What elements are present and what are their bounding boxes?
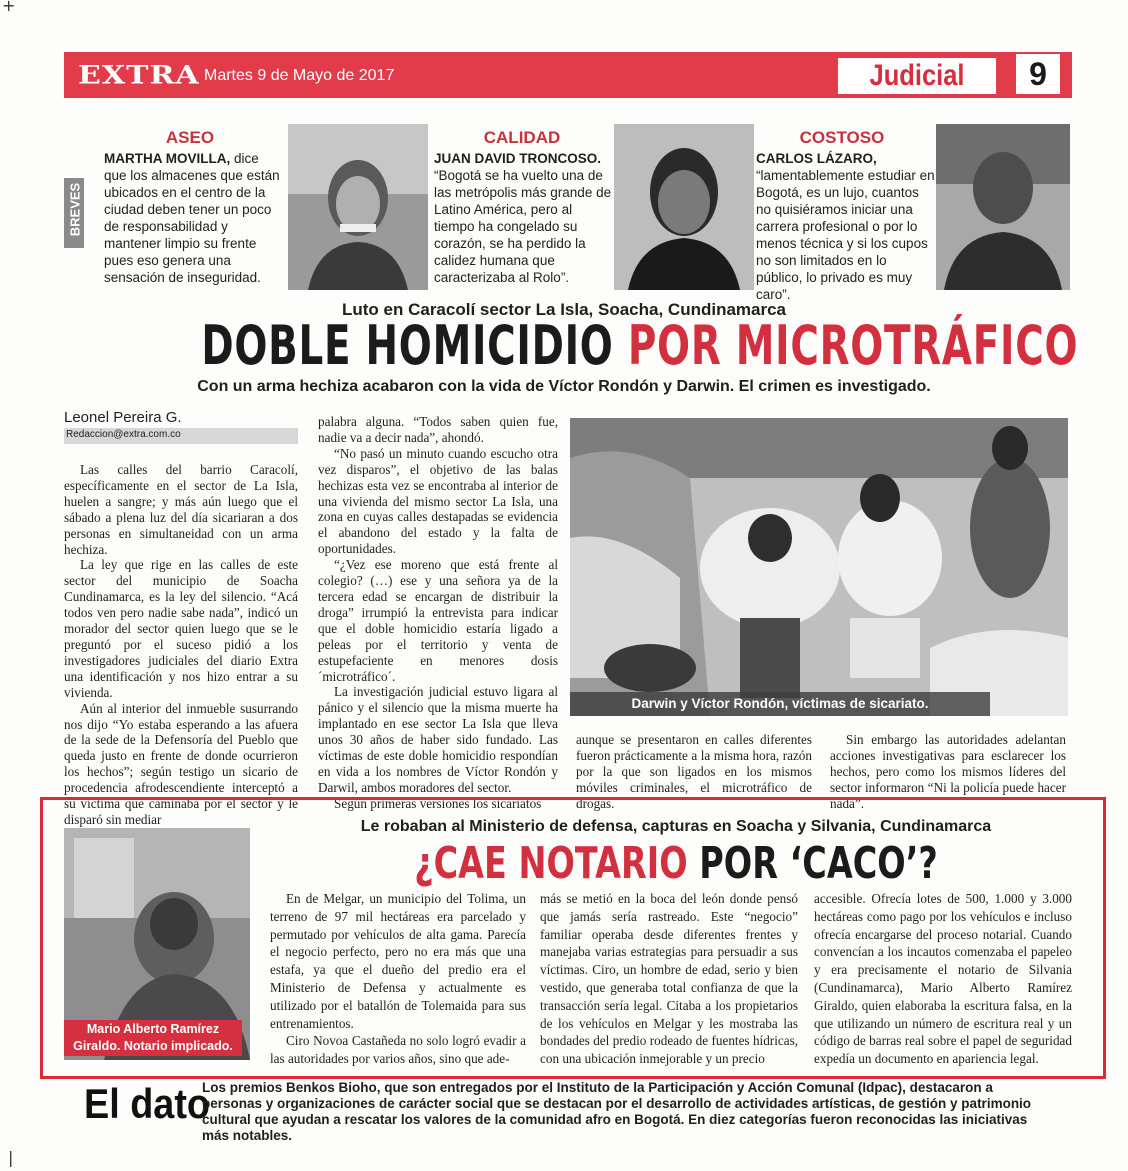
second-column-1	[270, 890, 526, 1068]
paragraph: La investigación judicial estuvo ligara al pánico y el silencio que la misma muerte ha implantado en ese sector La Isla que lleva unos 30 años de haber sido fundado. Las víctimas de este doble homicidio respondían en vida a los nombres de Víctor Rondón y Darwil, ambos moradores del sector.	[318, 684, 558, 795]
second-headline	[372, 838, 980, 889]
carlos-lazaro-photo	[936, 124, 1070, 290]
paragraph: Según primeras versiones los sicariatos	[334, 795, 542, 811]
main-kicker: Luto en Caracolí sector La Isla, Soacha, Cundinamarca	[341, 300, 787, 319]
author-email: Redaccion@extra.com.co	[66, 429, 181, 440]
juan-david-troncoso-photo	[614, 124, 754, 290]
brief-costoso	[752, 124, 1072, 302]
brief-category: ASEO	[165, 128, 215, 147]
paragraph: Ciro Novoa Castañeda no solo logró evadir a las autoridades por varios años, sino que ade-	[270, 1033, 526, 1067]
paragraph: accesible. Ofrecía lotes de 500, 1.000 y 3.000 hectáreas como pago por los vehículos e incluso ofrecía encargarse del proceso notarial. Cuando convencían a los incautos comenzaba el papeleo y era precisamente el notario de Silvania (Cundinamarca), Mario Alberto Ramírez Giraldo, quien elaboraba la escritura falsa, en la que utilizando un número de escritura real y un código de barras real sobre el papel de seguridad expedía un documento en apariencia legal.	[814, 891, 1072, 1067]
extra-logo: EXTRA	[78, 60, 200, 91]
issue-date: Martes 9 de Mayo de 2017	[204, 67, 395, 84]
registration-mark: +	[2, 0, 16, 15]
paragraph: palabra alguna. “Todos saben quien fue, nadie va a decir nada”, ahondó.	[318, 414, 558, 445]
paragraph: En de Melgar, un municipio del Tolima, un terreno de 97 mil hectáreas era parcelado y permutado por vehículos de alta gama. Parecía el negocio perfecto, pero no era más que una estafa, ya que el dueño del predio era el Ministerio de Defensa y actualmente es utilizado por el batallón de Tolemaida para sus entrenamientos.	[270, 891, 526, 1031]
paragraph: más se metió en la boca del león donde pensó que jamás sería rastreado. Este “negocio” familiar operaba desde diferentes frentes y manejaba varias estrategias para persuadir a sus víctimas. Ciro, un hombre de edad, serio y bien vestido, que generaba total confianza de que la transacción sería legal. Citaba a los propietarios de los vehículos en Melgar y les mostraba las bondades del predio rodeado de fuentes hídricas, con una ubicación inmejorable y un precio	[540, 891, 798, 1067]
masthead-bar	[64, 52, 1072, 98]
second-column-3	[814, 890, 1072, 1068]
notary-caption: Mario Alberto Ramírez Giraldo. Notario implicado.	[64, 1020, 242, 1056]
paragraph: Aún al interior del inmueble susurrando nos dijo “Yo estaba esperando a las afuera de la sede de la Defensoría del Pueblo que queda justo en frente de donde ocurrieron los hechos”; según testigo un sicario de procedencia afrodescendiente interceptó a su víctima que caminaba por el sector y le disparó sin mediar	[64, 700, 298, 827]
paragraph: La ley que rige en las calles de este sector del municipio de Soacha Cundinamarca, es la ley del silencio. “Acá todos ven pero nadie sabe nada”, indicó un morador del sector quien luego que se le preguntó por el suceso pidió a los investigadores judiciales del diario Extra una identificación y nos hizo entrar a su vivienda.	[64, 557, 298, 700]
brief-name: JUAN DAVID TRONCOSO.	[434, 151, 602, 166]
paragraph: Sin embargo las autoridades adelantan acciones investigativas para esclarecer los hechos, pero como los mismos líderes del sector informaron “Ni la policía puede hacer nada”.	[830, 732, 1066, 811]
headline-red-part: POR MICROTRÁFICO	[627, 314, 1079, 377]
byline: Leonel Pereira G.	[64, 409, 182, 426]
paragraph: “No pasó un minuto cuando escucho otra vez disparos”, el objetivo de las balas hechizas esta vez se encontraba al interior de una vivienda del mismo sector La Isla, una zona en cuyas calles destapadas se evidencia el abandono del estado y la falta de oportunidades.	[318, 445, 558, 557]
breves-label: BREVES	[64, 178, 84, 248]
brief-category: CALIDAD	[483, 128, 561, 147]
brief-text: MARTHA MOVILLA, dice que los almacenes que están ubicados en el centro de la ciudad deben tener un poco de responsabilidad y mantener limpio su frente pues eso genera una sensación de inseguridad.	[104, 151, 280, 285]
brief-name: CARLOS LÁZARO,	[756, 151, 877, 166]
crime-photo-caption: Darwin y Víctor Rondón, víctimas de sicariato.	[570, 692, 990, 716]
el-dato-label: El dato	[84, 1080, 211, 1127]
brief-text: CARLOS LÁZARO, “lamentablemente estudiar en Bogotá, es un lujo, cuantos no quisiéramos iniciar una carrera profesional o por lo menos técnica y si los cupos no son limitados en lo público, lo privado es muy caro”.	[756, 151, 935, 302]
paragraph: aunque se presentaron en calles diferentes fueron prácticamente a la misma hora, razón por la que son ligados en los mismos móviles criminales, el microtráfico de drogas.	[576, 732, 812, 811]
headline-red-part: ¿CAE NOTARIO	[414, 838, 688, 889]
el-dato-text: Los premios Benkos Bioho, que son entregados por el Instituto de la Participación y Acción Comunal (Idpac), destacaron a personas y organizaciones de carácter social que se destacan por el desarrollo de actividades artísticas, de gestión y patrimonio cultural que ayudan a rescatar los valores de la comunidad afro en Bogotá. En diez categorías fueron reconocidas las iniciativas más notables.	[202, 1080, 1032, 1143]
main-column-2	[318, 414, 558, 812]
registration-mark: |	[8, 1148, 14, 1167]
brief-text: JUAN DAVID TRONCOSO. “Bogotá se ha vuelto una de las metrópolis más grande de Latino América, pero al tiempo ha congelado su corazón, se ha perdido la calidez humana que caracterizaba al Rolo”.	[434, 151, 612, 285]
paragraph: “¿Vez ese moreno que está frente al colegio? (…) ese y una señora ya de la tercera edad se encargan de distribuir la droga” irrumpió la entrevista para indicar que el doble homicidio estaría ligado a peleas por el territorio y venta de estupefaciente en menores dosis ´microtráfico´.	[318, 557, 558, 684]
brief-name: MARTHA MOVILLA,	[104, 151, 231, 166]
email-bar	[64, 428, 298, 444]
brief-aseo	[100, 124, 420, 290]
brief-calidad	[432, 124, 752, 290]
section-title: Judicial	[838, 58, 996, 94]
crime-scene-photo	[570, 418, 1068, 716]
paragraph: Las calles del barrio Caracolí, específicamente en el sector de La Isla, huelen a sangre; y más aún luego que el sábado a plena luz del día sicariaran a dos personas en simultaneidad con un arma hechiza.	[64, 462, 298, 557]
martha-movilla-photo	[288, 124, 428, 290]
brief-category: COSTOSO	[799, 128, 885, 147]
main-headline	[201, 314, 1079, 377]
headline-black-part: POR ‘CACO’?	[699, 838, 938, 889]
headline-black-part: DOBLE HOMICIDIO	[201, 314, 614, 377]
main-column-1	[64, 462, 298, 828]
page-number: 9	[1016, 54, 1060, 94]
second-column-2	[540, 890, 798, 1068]
second-kicker: Le robaban al Ministerio de defensa, capturas en Soacha y Silvania, Cundinamarca	[360, 818, 992, 835]
main-deck: Con un arma hechiza acabaron con la vida de Víctor Rondón y Darwin. El crimen es investigado.	[197, 378, 931, 395]
